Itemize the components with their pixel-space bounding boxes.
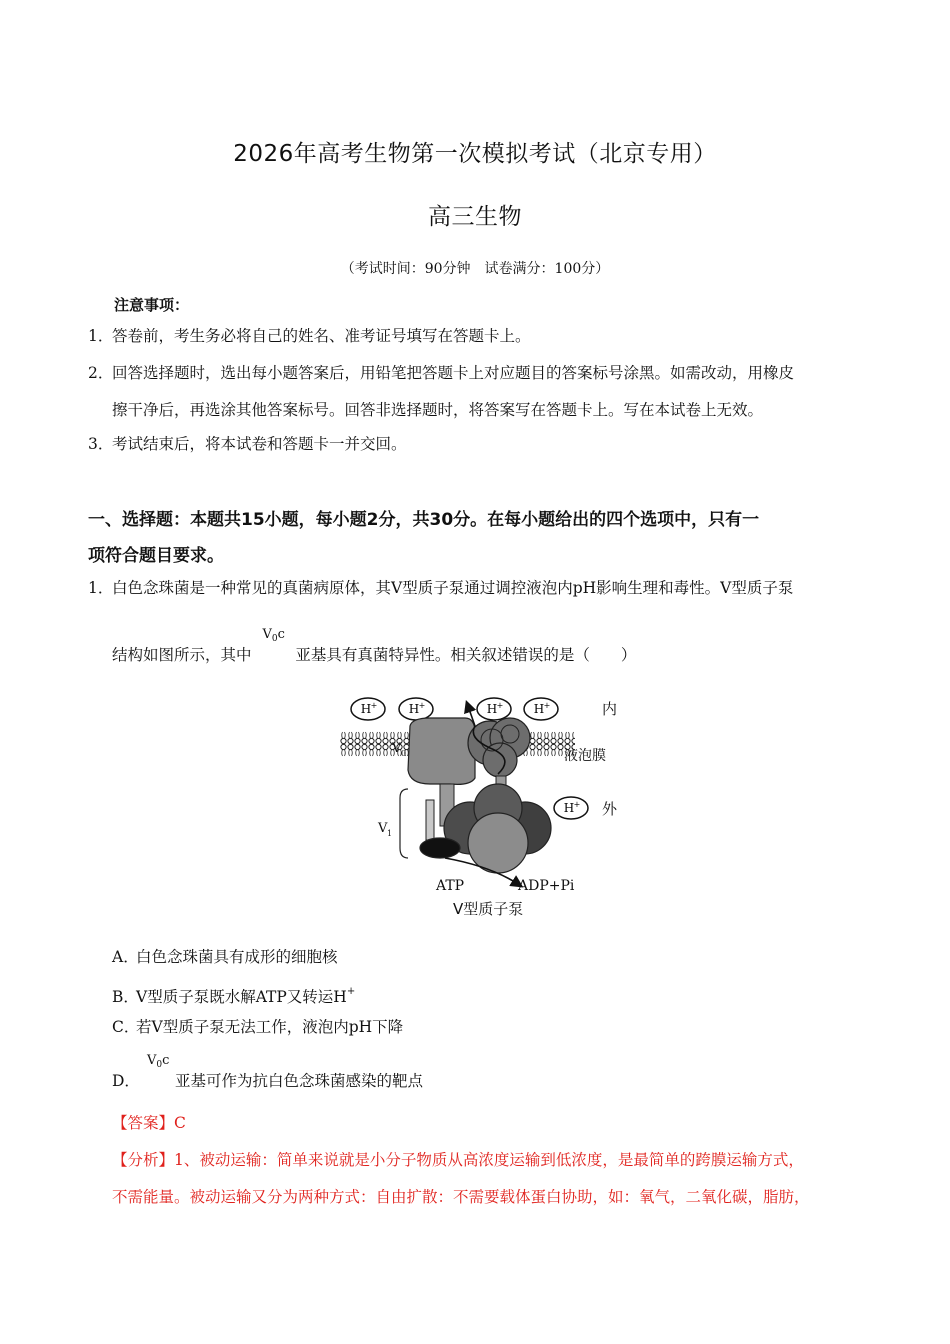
notice-item-text: 考试结束后，将本试卷和答题卡一并交回。 [112, 435, 407, 453]
svg-text:H: H [360, 702, 372, 716]
svg-text:H: H [533, 702, 545, 716]
section-heading: 一、选择题：本题共15小题，每小题2分，共30分。在每小题给出的四个选项中，只有一 [88, 510, 760, 530]
option-d: D． $V_0c$ 亚基可作为抗白色念珠菌感染的靶点 [112, 1053, 423, 1090]
section-heading-cont: 项符合题目要求。 [88, 546, 224, 566]
v0c-term: $V_0c$ [146, 1053, 170, 1070]
notice-item-number: 2． [88, 364, 114, 382]
notice-item-2 [88, 363, 794, 383]
svg-text:ADP+Pi: ADP+Pi [518, 878, 575, 894]
svg-text:1: 1 [387, 829, 393, 838]
option-c: C．若V型质子泵无法工作，液泡内pH下降 [112, 1018, 404, 1036]
svg-text:内: 内 [602, 700, 618, 718]
notice-item-text: 回答选择题时，选出每小题答案后，用铅笔把答题卡上对应题目的答案标号涂黑。如需改动，用橡皮 [112, 364, 795, 382]
v0-domain [408, 718, 475, 784]
notice-item-text: 答卷前，考生务必将自己的姓名、准考证号填写在答题卡上。 [112, 327, 531, 345]
svg-text:+: + [370, 701, 378, 710]
analysis: 【分析】1、被动运输：简单来说就是小分子物质从高浓度运输到低浓度，是最简单的跨膜运输方式， [112, 1151, 804, 1169]
notice-item-number: 3． [88, 435, 114, 453]
svg-text:H: H [486, 702, 498, 716]
notice-item-1 [88, 326, 531, 346]
svg-text:+: + [543, 701, 551, 710]
svg-text:+: + [418, 701, 426, 710]
exam-title: 2026年高考生物第一次模拟考试（北京专用） [233, 141, 717, 167]
svg-text:外: 外 [602, 800, 618, 818]
option-a: A．白色念珠菌具有成形的细胞核 [112, 948, 338, 966]
question-stem-cont: 结构如图所示，其中 $V_0c$ 亚基具有真菌特异性。相关叙述错误的是（ ） [112, 627, 637, 664]
pump-diagram [340, 688, 630, 920]
svg-text:液泡膜: 液泡膜 [564, 748, 606, 764]
v-type-proton-pump-figure [340, 688, 630, 920]
svg-text:+: + [573, 800, 581, 809]
analysis-cont: 不需能量。被动运输又分为两种方式：自由扩散：不需要载体蛋白协助，如：氧气，二氧化碳，脂肪， [112, 1188, 810, 1206]
svg-text:V: V [378, 821, 388, 836]
svg-text:H: H [408, 702, 420, 716]
question-number: 1． [88, 579, 114, 597]
v0c-term: $V_0c$ [262, 627, 285, 644]
notice-item-3 [88, 434, 407, 454]
exam-info: （考试时间：90分钟 试卷满分：100分） [340, 261, 610, 277]
answer: 【答案】C [112, 1114, 186, 1132]
notice-item-2-cont: 擦干净后，再选涂其他答案标号。回答非选择题时，将答案写在答题卡上。写在本试卷上无效。 [112, 401, 764, 419]
notice-heading: 注意事项： [114, 296, 190, 314]
notice-item-number: 1． [88, 327, 114, 345]
option-b: B．V型质子泵既水解ATP又转运H+ [112, 986, 356, 1006]
svg-text:H: H [563, 801, 575, 815]
exam-subject: 高三生物 [428, 204, 522, 230]
svg-text:V型质子泵: V型质子泵 [453, 900, 524, 918]
question-stem [88, 578, 793, 598]
question-stem-line: 白色念珠菌是一种常见的真菌病原体，其V型质子泵通过调控液泡内pH影响生理和毒性。V型质子泵 [112, 579, 794, 597]
svg-text:0: 0 [401, 749, 407, 758]
svg-text:+: + [496, 701, 504, 710]
svg-text:V: V [392, 741, 402, 756]
svg-text:ATP: ATP [436, 878, 465, 894]
